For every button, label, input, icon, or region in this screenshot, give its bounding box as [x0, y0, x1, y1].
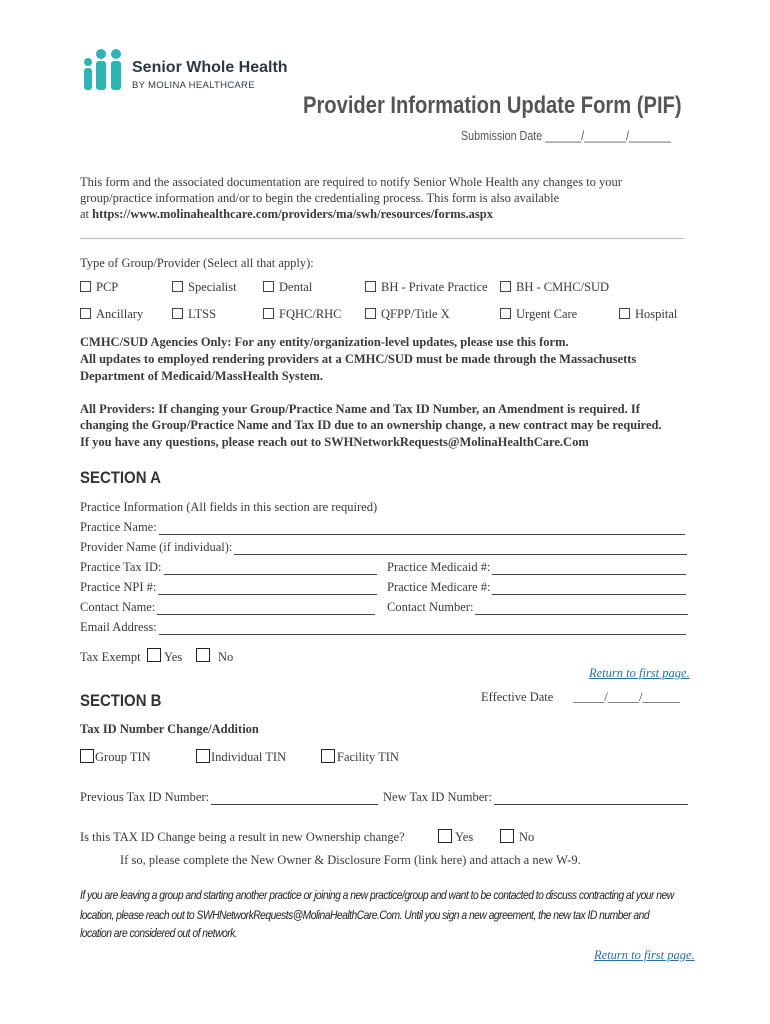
intro-line-1: This form and the associated documentation are required to notify Senior Whole Health any changes to your — [80, 175, 622, 189]
checkbox-urgent-care[interactable] — [500, 307, 577, 322]
tax-exempt-label: Tax Exempt — [80, 650, 141, 664]
footer-note-line-2: location, please reach out to SWHNetworkRequests@MolinaHealthCare.Com. Until you sign a new agreement, the new tax ID number and — [80, 908, 650, 922]
logo-mark-icon — [82, 48, 128, 94]
checkbox-icon — [263, 281, 274, 292]
checkbox-label: PCP — [96, 280, 119, 294]
previous-tax-id-label: Previous Tax ID Number: — [80, 790, 210, 804]
practice-name-label: Practice Name: — [80, 520, 157, 534]
npi-line[interactable] — [158, 583, 377, 595]
group-tin-checkbox[interactable] — [80, 749, 94, 763]
contact-number-label: Contact Number: — [387, 600, 474, 614]
facility-tin-checkbox[interactable] — [321, 749, 335, 763]
checkbox-icon — [80, 281, 91, 292]
checkbox-label: QFPP/Title X — [381, 307, 450, 321]
cmhc-note-line-2: All updates to employed rendering providers at a CMHC/SUD must be made through the Massachusetts — [80, 352, 637, 366]
logo-subtitle: BY MOLINA HEALTHCARE — [132, 80, 255, 91]
checkbox-icon — [80, 308, 91, 319]
ownership-yes-checkbox[interactable] — [438, 829, 452, 843]
medicare-line[interactable] — [492, 583, 686, 595]
section-a-intro: Practice Information (All fields in this section are required) — [80, 500, 378, 514]
providers-note-line-1: All Providers: If changing your Group/Practice Name and Tax ID Number, an Amendment is required. If — [80, 402, 640, 416]
checkbox-icon — [619, 308, 630, 319]
medicaid-label: Practice Medicaid #: — [387, 560, 491, 574]
ownership-note: If so, please complete the New Owner & Disclosure Form (link here) and attach a new W-9. — [120, 853, 581, 867]
npi-field[interactable] — [80, 580, 377, 595]
previous-tax-id-line[interactable] — [211, 793, 378, 805]
footer-note-line-1: If you are leaving a group and starting another practice or joining a new practice/group and want to be contacted to discuss contracting at your new — [80, 888, 674, 902]
tax-id-label: Practice Tax ID: — [80, 560, 162, 574]
medicaid-line[interactable] — [492, 563, 686, 575]
effective-date-label: Effective Date — [481, 690, 554, 704]
ownership-yes-label: Yes — [455, 830, 474, 844]
return-link-bottom[interactable]: Return to first page. — [594, 948, 695, 962]
new-tax-id-field[interactable] — [383, 790, 688, 805]
logo — [82, 48, 302, 94]
section-a-heading: SECTION A — [80, 468, 161, 487]
intro-line-2: group/practice information and/or to begin the credentialing process. This form is also available — [80, 191, 560, 205]
new-tax-id-label: New Tax ID Number: — [383, 790, 492, 804]
tax-id-change-heading: Tax ID Number Change/Addition — [80, 722, 259, 736]
ownership-question: Is this TAX ID Change being a result in new Ownership change? — [80, 830, 405, 844]
checkbox-fqhc[interactable] — [263, 307, 342, 322]
checkbox-dental[interactable] — [263, 280, 312, 295]
checkbox-label: BH - CMHC/SUD — [516, 280, 610, 294]
ownership-no-checkbox[interactable] — [500, 829, 514, 843]
ownership-no-label: No — [519, 830, 535, 844]
providers-note-line-2: changing the Group/Practice Name and Tax ID due to an ownership change, a new contract may be required. — [80, 418, 662, 432]
provider-name-line[interactable] — [234, 543, 687, 555]
provider-name-label: Provider Name (if individual): — [80, 540, 233, 554]
intro-line-3 — [80, 207, 493, 222]
checkbox-icon — [500, 308, 511, 319]
checkbox-hospital[interactable] — [619, 307, 677, 322]
checkbox-label: Ancillary — [96, 307, 144, 321]
return-link-top[interactable]: Return to first page. — [589, 666, 690, 680]
new-tax-id-line[interactable] — [494, 793, 688, 805]
intro-line-3-prefix: at — [80, 207, 93, 221]
tax-exempt-yes-label: Yes — [164, 650, 183, 664]
cmhc-note-line-1: CMHC/SUD Agencies Only: For any entity/organization-level updates, please use this form. — [80, 335, 569, 349]
checkbox-label: BH - Private Practice — [381, 280, 488, 294]
practice-name-field[interactable] — [80, 520, 685, 535]
provider-name-field[interactable] — [80, 540, 687, 555]
npi-label: Practice NPI #: — [80, 580, 157, 594]
checkbox-specialist[interactable] — [172, 280, 237, 295]
email-field[interactable] — [80, 620, 686, 635]
checkbox-icon — [500, 281, 511, 292]
checkbox-icon — [365, 281, 376, 292]
checkbox-icon — [172, 281, 183, 292]
forms-url-link[interactable]: https://www.molinahealthcare.com/providers/ma/swh/resources/forms.aspx — [92, 207, 493, 221]
facility-tin-label: Facility TIN — [337, 750, 399, 764]
footer-note-line-3: location are considered out of network. — [80, 926, 238, 940]
checkbox-icon — [263, 308, 274, 319]
checkbox-label: Dental — [279, 280, 313, 294]
checkbox-bh-private[interactable] — [365, 280, 488, 295]
medicaid-field[interactable] — [387, 560, 686, 575]
tax-id-line[interactable] — [164, 563, 377, 575]
cmhc-note-line-3: Department of Medicaid/MassHealth System. — [80, 369, 324, 383]
previous-tax-id-field[interactable] — [80, 790, 378, 805]
practice-name-line[interactable] — [159, 523, 685, 535]
group-tin-label: Group TIN — [95, 750, 151, 764]
checkbox-label: Hospital — [635, 307, 678, 321]
checkbox-label: LTSS — [188, 307, 217, 321]
checkbox-bh-cmhc[interactable] — [500, 280, 609, 295]
contact-name-line[interactable] — [157, 603, 375, 615]
section-b-heading: SECTION B — [80, 691, 162, 710]
contact-name-field[interactable] — [80, 600, 375, 615]
contact-name-label: Contact Name: — [80, 600, 156, 614]
contact-number-line[interactable] — [475, 603, 688, 615]
provider-type-label: Type of Group/Provider (Select all that apply): — [80, 256, 314, 270]
individual-tin-label: Individual TIN — [211, 750, 287, 764]
checkbox-label: Specialist — [188, 280, 237, 294]
checkbox-label: FQHC/RHC — [279, 307, 342, 321]
checkbox-pcp[interactable] — [80, 280, 118, 295]
checkbox-ltss[interactable] — [172, 307, 216, 322]
checkbox-label: Urgent Care — [516, 307, 578, 321]
tax-id-field[interactable] — [80, 560, 377, 575]
individual-tin-checkbox[interactable] — [196, 749, 210, 763]
page-title: Provider Information Update Form (PIF) — [303, 92, 682, 119]
tax-exempt-no-label: No — [218, 650, 234, 664]
effective-date-value[interactable]: _____/_____/______ — [573, 690, 680, 704]
contact-number-field[interactable] — [387, 600, 688, 615]
tax-exempt-no-checkbox[interactable] — [196, 648, 210, 662]
email-label: Email Address: — [80, 620, 157, 634]
logo-name: Senior Whole Health — [132, 59, 288, 76]
divider — [80, 238, 684, 239]
checkbox-icon — [172, 308, 183, 319]
submission-date: Submission Date ______/_______/_______ — [461, 129, 671, 143]
checkbox-icon — [365, 308, 376, 319]
tax-exempt-yes-checkbox[interactable] — [147, 648, 161, 662]
checkbox-qfpp[interactable] — [365, 307, 450, 322]
medicare-label: Practice Medicare #: — [387, 580, 491, 594]
providers-note-line-3: If you have any questions, please reach out to SWHNetworkRequests@MolinaHealthCare.Com — [80, 435, 589, 449]
medicare-field[interactable] — [387, 580, 686, 595]
checkbox-ancillary[interactable] — [80, 307, 143, 322]
email-line[interactable] — [159, 623, 686, 635]
